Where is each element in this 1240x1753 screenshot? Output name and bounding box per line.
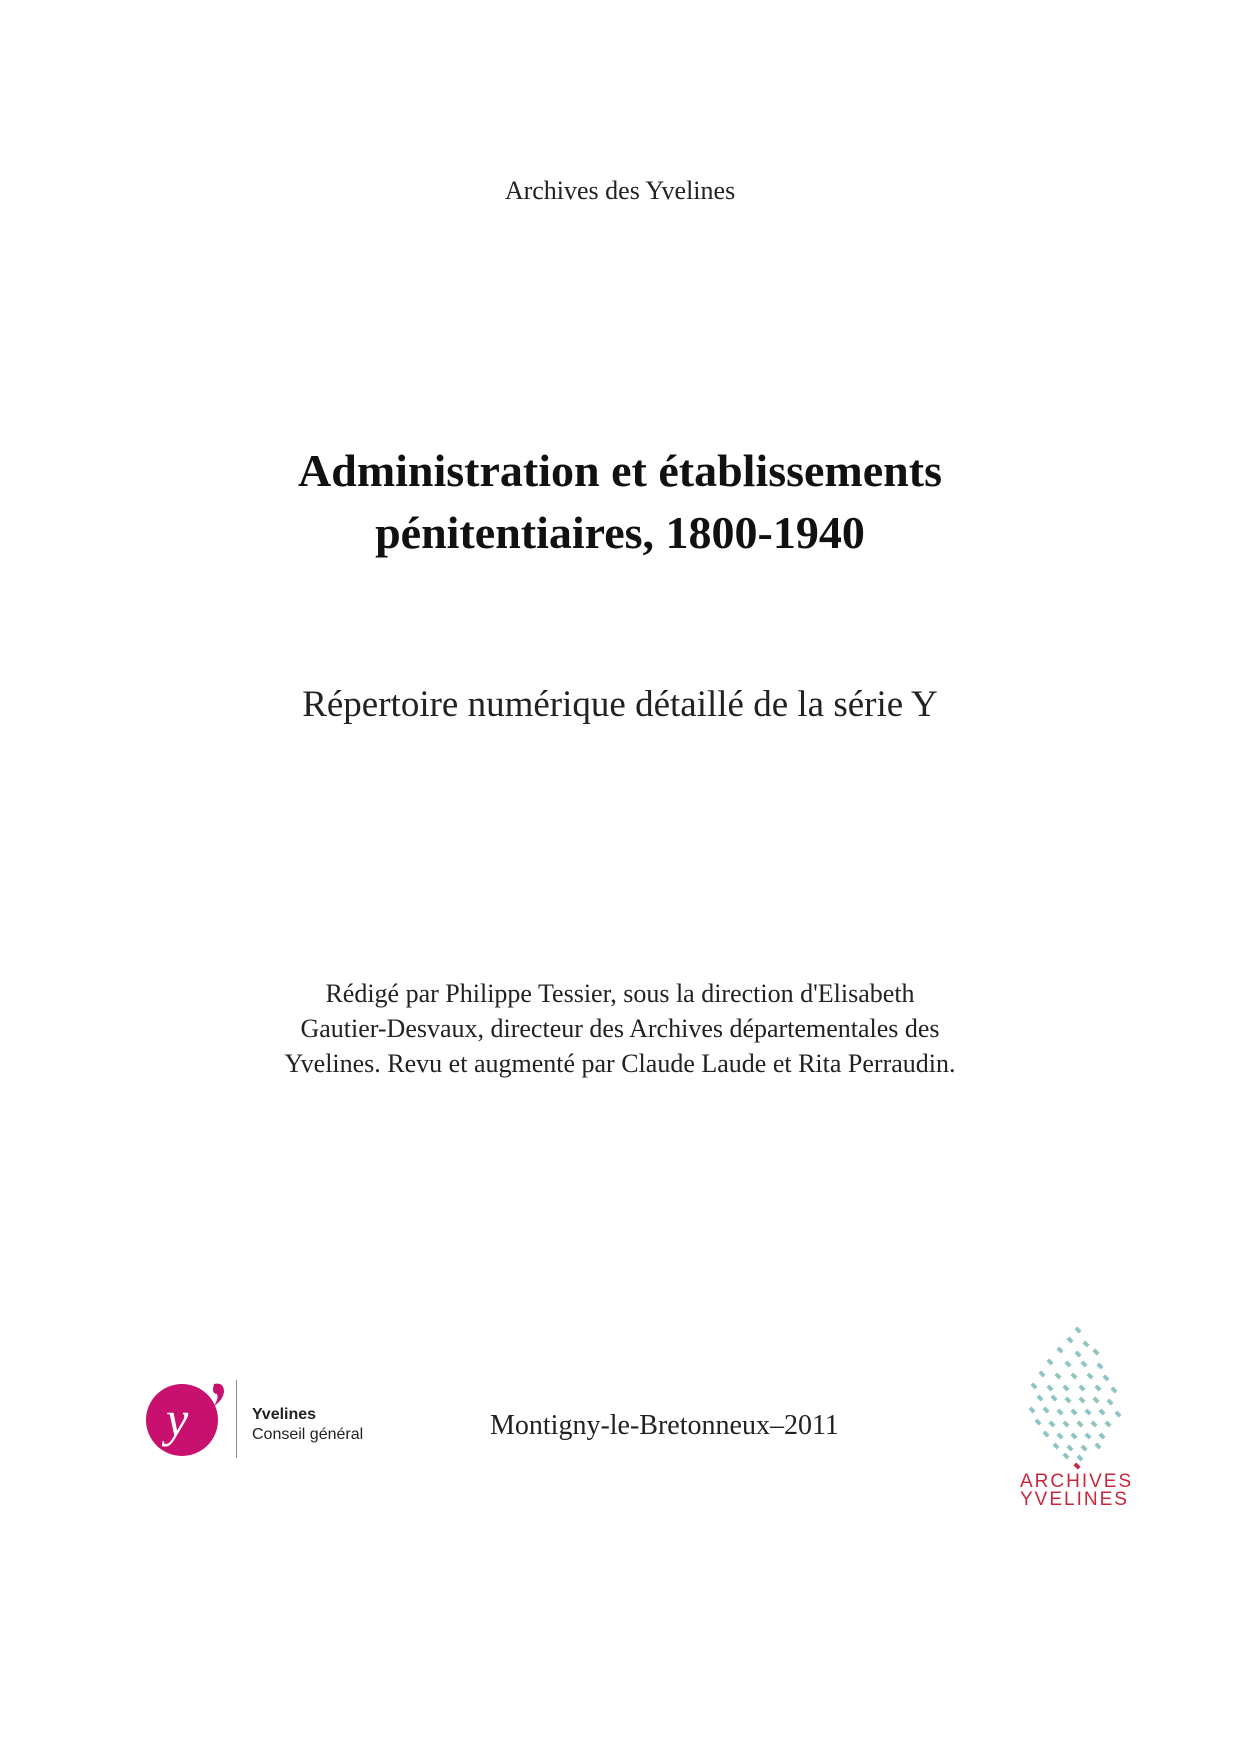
- logo-dot: [1092, 1348, 1099, 1355]
- logo-dot: [1062, 1384, 1069, 1391]
- svg-text:y: y: [166, 1391, 189, 1447]
- logo-dot: [1034, 1418, 1041, 1425]
- logo-dot: [1036, 1394, 1043, 1401]
- credits-line-2: Gautier-Desvaux, directeur des Archives départementales des: [300, 1014, 940, 1043]
- conseil-general-logo: [146, 1380, 406, 1460]
- logo-dot: [1104, 1420, 1111, 1427]
- logo-dot: [1046, 1358, 1053, 1365]
- archives-logo-line-2: YVELINES: [1020, 1489, 1129, 1510]
- place-year: Montigny-le-Bretonneux–2011: [490, 1410, 839, 1441]
- logo-dot: [1114, 1410, 1121, 1417]
- archives-yvelines-logo: [1020, 1326, 1140, 1510]
- logo-dot: [1038, 1370, 1045, 1377]
- logo-dot: [1080, 1360, 1087, 1367]
- logo-dot: [1090, 1420, 1097, 1427]
- logo-dot: [1078, 1396, 1085, 1403]
- logo-divider: [236, 1380, 237, 1458]
- logo-dot: [1098, 1432, 1105, 1439]
- logo-dot: [1056, 1432, 1063, 1439]
- logo-dot: [1094, 1384, 1101, 1391]
- credits-line-1: Rédigé par Philippe Tessier, sous la direction d'Elisabeth: [325, 979, 915, 1008]
- logo-dot: [1070, 1408, 1077, 1415]
- logo-dot: [1070, 1432, 1077, 1439]
- logo-dot: [1050, 1394, 1057, 1401]
- logo-dot: [1064, 1396, 1071, 1403]
- logo-dot: [1082, 1340, 1089, 1347]
- logo-accent-dot: [1073, 1462, 1080, 1469]
- logo-dot: [1056, 1408, 1063, 1415]
- title-line-1: Administration et établissements: [298, 445, 942, 496]
- logo-dot: [1064, 1360, 1071, 1367]
- logo-dot: [1096, 1362, 1103, 1369]
- credits-paragraph: [200, 976, 1040, 1081]
- logo-dot: [1056, 1346, 1063, 1353]
- title-line-2: pénitentiaires, 1800-1940: [375, 507, 865, 558]
- logo-dot: [1030, 1382, 1037, 1389]
- logo-dot: [1084, 1408, 1091, 1415]
- logo-name: Yvelines: [252, 1406, 317, 1423]
- logo-dot: [1076, 1420, 1083, 1427]
- logo-dot: [1086, 1372, 1093, 1379]
- logo-dot: [1078, 1384, 1085, 1391]
- logo-dot: [1102, 1374, 1109, 1381]
- organization-header: Archives des Yvelines: [504, 176, 736, 205]
- logo-dot: [1094, 1442, 1101, 1449]
- archives-dots-pattern-icon: [1020, 1326, 1140, 1470]
- logo-dot: [1098, 1408, 1105, 1415]
- logo-subtitle: Conseil général: [252, 1426, 364, 1443]
- logo-dot: [1074, 1326, 1081, 1333]
- logo-dot: [1092, 1396, 1099, 1403]
- logo-dot: [1110, 1386, 1117, 1393]
- logo-dot: [1066, 1444, 1073, 1451]
- archives-logo-line-1: ARCHIVES: [1020, 1471, 1134, 1492]
- logo-dot: [1046, 1384, 1053, 1391]
- credits-line-3: Yvelines. Revu et augmenté par Claude Laude et Rita Perraudin.: [284, 1049, 956, 1078]
- logo-dot: [1080, 1444, 1087, 1451]
- logo-dot: [1070, 1372, 1077, 1379]
- logo-dot: [1054, 1372, 1061, 1379]
- document-subtitle: Répertoire numérique détaillé de la série Y: [302, 684, 938, 725]
- logo-dot: [1028, 1406, 1035, 1413]
- logo-dot: [1048, 1420, 1055, 1427]
- logo-dot: [1076, 1454, 1083, 1461]
- logo-dot: [1062, 1420, 1069, 1427]
- apostrophe-mark-icon: [208, 1382, 230, 1408]
- logo-dot: [1074, 1350, 1081, 1357]
- document-title: [120, 440, 1120, 564]
- logo-dot: [1066, 1336, 1073, 1343]
- logo-dot: [1042, 1406, 1049, 1413]
- logo-dot: [1052, 1442, 1059, 1449]
- logo-dot: [1062, 1452, 1069, 1459]
- logo-dot: [1106, 1398, 1113, 1405]
- logo-dot: [1084, 1432, 1091, 1439]
- logo-dot: [1042, 1430, 1049, 1437]
